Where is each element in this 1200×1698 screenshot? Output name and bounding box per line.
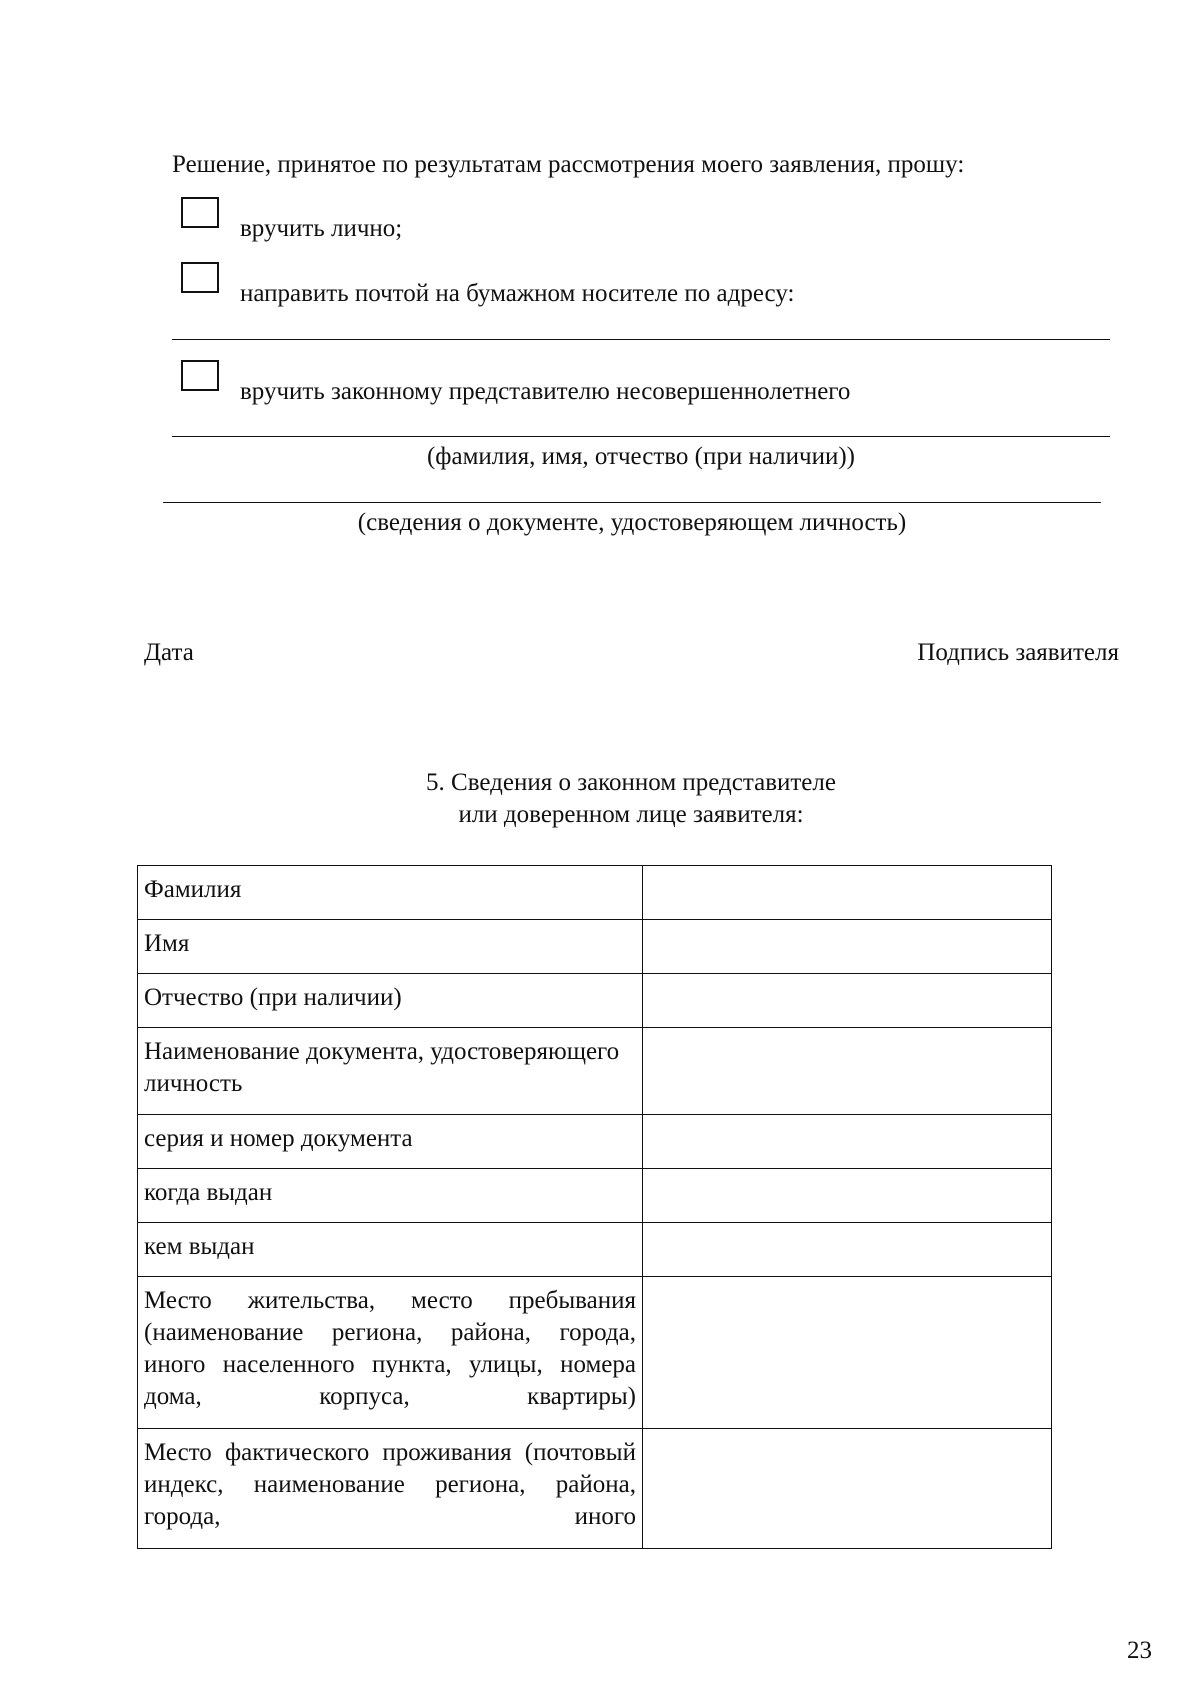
- row-value-name[interactable]: [643, 920, 1052, 974]
- table-row: [138, 866, 1052, 920]
- fio-input-line[interactable]: [172, 436, 1110, 437]
- section5-title-line2: или доверенном лице заявителя:: [458, 801, 804, 828]
- row-value-series-number[interactable]: [643, 1115, 1052, 1169]
- page-number: 23: [1127, 1637, 1152, 1664]
- checkbox-deliver-to-representative[interactable]: [181, 360, 219, 391]
- table-row: [138, 1169, 1052, 1223]
- checkbox-deliver-personally[interactable]: [181, 197, 219, 228]
- table-row: [138, 1277, 1052, 1429]
- row-value-patronymic[interactable]: [643, 974, 1052, 1028]
- table-row: [138, 1115, 1052, 1169]
- row-label-patronymic: Отчество (при наличии): [138, 974, 643, 1028]
- table-row: [138, 1028, 1052, 1115]
- row-label-issue-date: когда выдан: [138, 1169, 643, 1223]
- table-row: [138, 974, 1052, 1028]
- option-deliver-to-representative-label: вручить законному представителю несовершеннолетнего: [240, 378, 851, 405]
- checkbox-send-by-mail[interactable]: [181, 262, 219, 293]
- representative-table: [137, 865, 1052, 1549]
- table-row: [138, 920, 1052, 974]
- row-value-actual-residence[interactable]: [643, 1429, 1052, 1549]
- row-label-surname: Фамилия: [138, 866, 643, 920]
- document-input-line[interactable]: [163, 502, 1101, 503]
- row-label-actual-residence: Место фактического проживания (почтовый индекс, наименование региона, района, города, иного: [138, 1429, 643, 1549]
- row-value-issue-date[interactable]: [643, 1169, 1052, 1223]
- row-label-name: Имя: [138, 920, 643, 974]
- row-value-issued-by[interactable]: [643, 1223, 1052, 1277]
- date-label: Дата: [144, 639, 194, 666]
- option-send-by-mail-label: направить почтой на бумажном носителе по адресу:: [240, 280, 795, 307]
- address-input-line[interactable]: [172, 339, 1110, 340]
- fio-caption: (фамилия, имя, отчество (при наличии)): [426, 443, 856, 470]
- section5-title-line1: 5. Сведения о законном представителе: [426, 769, 836, 796]
- document-caption: (сведения о документе, удостоверяющем личность): [357, 509, 907, 536]
- row-label-id-document: Наименование документа, удостоверяющего личность: [138, 1028, 643, 1115]
- option-deliver-personally-label: вручить лично;: [240, 215, 403, 242]
- table-row: [138, 1429, 1052, 1549]
- row-value-residence[interactable]: [643, 1277, 1052, 1429]
- row-label-residence: Место жительства, место пребывания (наименование региона, района, города, иного населенного пункта, улицы, номера дома, корпуса, квартиры): [138, 1277, 643, 1429]
- signature-label: Подпись заявителя: [917, 639, 1119, 666]
- row-label-issued-by: кем выдан: [138, 1223, 643, 1277]
- row-value-surname[interactable]: [643, 866, 1052, 920]
- row-value-id-document[interactable]: [643, 1028, 1052, 1115]
- table-row: [138, 1223, 1052, 1277]
- row-label-series-number: серия и номер документа: [138, 1115, 643, 1169]
- decision-intro: Решение, принятое по результатам рассмотрения моего заявления, прошу:: [172, 151, 965, 178]
